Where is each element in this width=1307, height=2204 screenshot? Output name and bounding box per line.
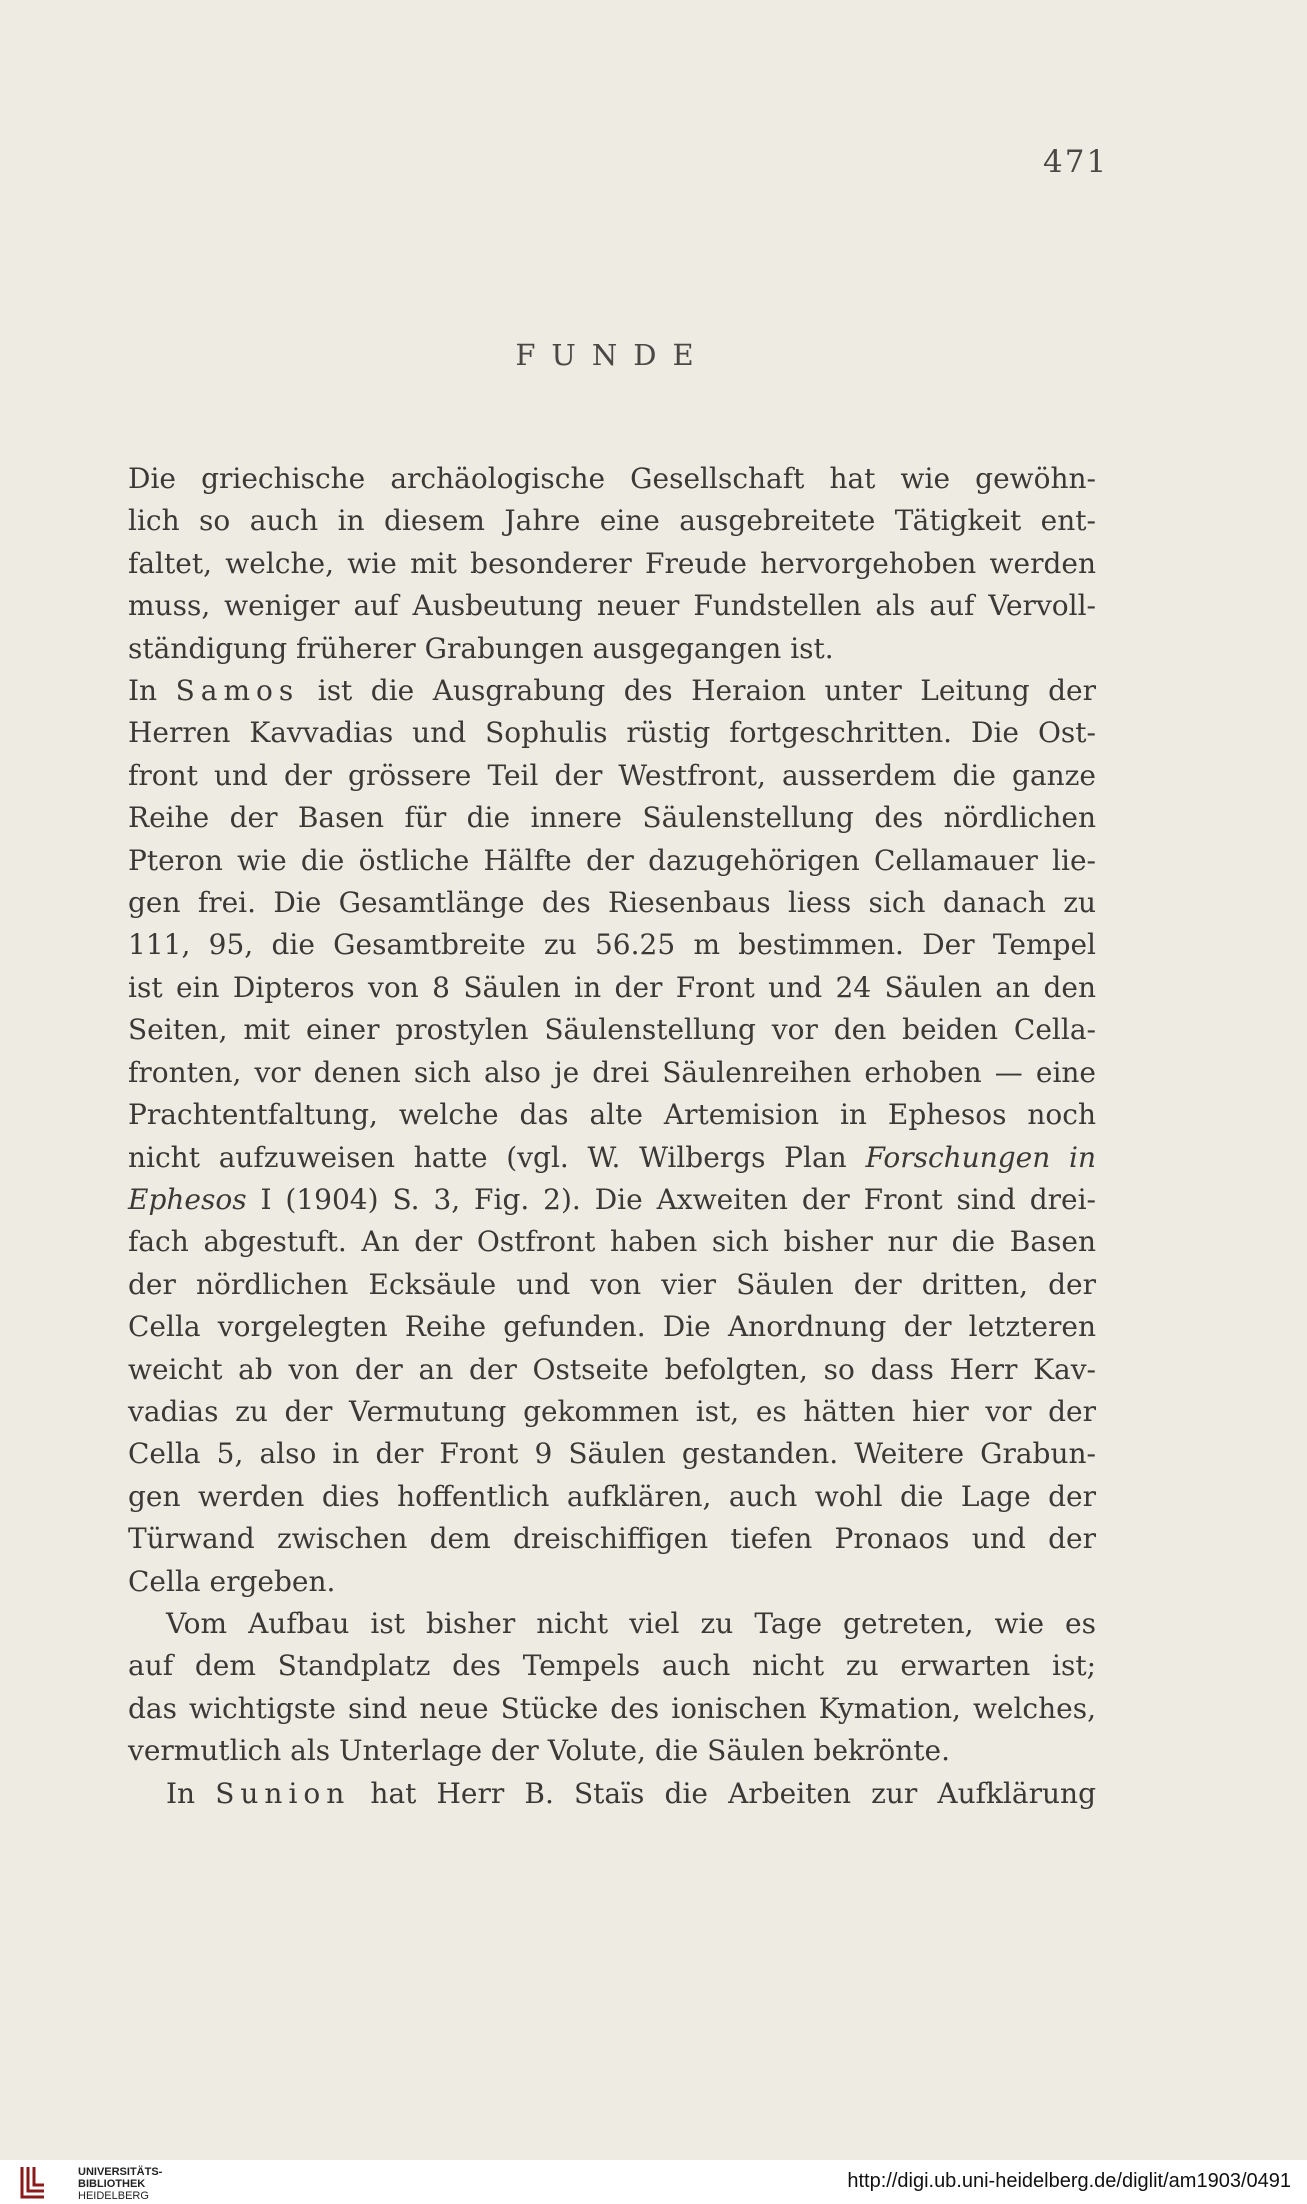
source-url-link[interactable]: http://digi.ub.uni-heidelberg.de/diglit/am1903/0491 xyxy=(847,2170,1291,2192)
text-line: weicht ab von der an der Ostseite befolgten, so dass Herr Kav- xyxy=(128,1352,1096,1386)
text-fragment: hat Herr B. Staïs die Arbeiten zur Aufklärung xyxy=(350,1776,1096,1810)
text-line xyxy=(128,1773,1096,1815)
text-line: vadias zu der Vermutung gekommen ist, es hätten hier vor der xyxy=(128,1394,1096,1428)
text-fragment: In xyxy=(166,1776,216,1810)
library-logo-icon xyxy=(14,2163,54,2203)
text-line: Cella 5, also in der Front 9 Säulen gestanden. Weitere Grabun- xyxy=(128,1437,1096,1471)
logo-line: HEIDELBERG xyxy=(78,2190,149,2202)
text-line: der nördlichen Ecksäule und von vier Säulen der dritten, der xyxy=(128,1267,1096,1301)
text-line: Herren Kavvadias und Sophulis rüstig fortgeschritten. Die Ost- xyxy=(128,716,1096,750)
text-line: das wichtigste sind neue Stücke des ionischen Kymation, welches, xyxy=(128,1691,1096,1725)
text-line: 111, 95, die Gesamtbreite zu 56.25 m bestimmen. Der Tempel xyxy=(128,928,1096,962)
text-line: faltet, welche, wie mit besonderer Freude hervorgehoben werden xyxy=(128,546,1096,580)
text-line: Cella vorgelegten Reihe gefunden. Die Anordnung der letzteren xyxy=(128,1310,1096,1344)
text-line xyxy=(128,1137,1096,1179)
text-line: lich so auch in diesem Jahre eine ausgebreitete Tätigkeit ent- xyxy=(128,504,1096,538)
text-fragment: ist die Ausgrabung des Heraion unter Leitung der xyxy=(299,674,1097,708)
section-heading: FUNDE xyxy=(515,338,710,372)
place-name-samos: Samos xyxy=(175,674,300,708)
text-line: fronten, vor denen sich also je drei Säulenreihen erhoben — eine xyxy=(128,1055,1096,1089)
text-line: fach abgestuft. An der Ostfront haben sich bisher nur die Basen xyxy=(128,1225,1096,1259)
logo-line: UNIVERSITÄTS- xyxy=(78,2166,163,2178)
text-line: Pteron wie die östliche Hälfte der dazugehörigen Cellamauer lie- xyxy=(128,843,1096,877)
text-line xyxy=(128,1179,1096,1221)
place-name-sunion: Sunion xyxy=(215,1776,351,1810)
body-text xyxy=(128,458,1096,1815)
text-line: Seiten, mit einer prostylen Säulenstellung vor den beiden Cella- xyxy=(128,1013,1096,1047)
library-logo-text xyxy=(78,2166,162,2202)
text-line: front und der grössere Teil der Westfront, ausserdem die ganze xyxy=(128,758,1096,792)
text-line: gen frei. Die Gesamtlänge des Riesenbaus liess sich danach zu xyxy=(128,886,1096,920)
text-line: vermutlich als Unterlage der Volute, die Säulen bekrönte. xyxy=(128,1734,951,1768)
logo-line: BIBLIOTHEK xyxy=(78,2178,146,2190)
text-line: Cella ergeben. xyxy=(128,1564,336,1598)
text-line xyxy=(128,670,1096,712)
text-line: Die griechische archäologische Gesellschaft hat wie gewöhn- xyxy=(128,462,1096,495)
text-line: Reihe der Basen für die innere Säulenstellung des nördlichen xyxy=(128,801,1096,835)
book-title-italic: Forschungen in xyxy=(865,1140,1096,1174)
text-line: ist ein Dipteros von 8 Säulen in der Front und 24 Säulen an den xyxy=(128,970,1096,1004)
text-fragment: nicht aufzuweisen hatte (vgl. W. Wilbergs Plan xyxy=(128,1140,866,1174)
page-number: 471 xyxy=(1043,144,1109,180)
book-title-italic: Ephesos xyxy=(128,1182,247,1216)
text-line: muss, weniger auf Ausbeutung neuer Fundstellen als auf Vervoll- xyxy=(128,589,1096,623)
text-line: Türwand zwischen dem dreischiffigen tiefen Pronaos und der xyxy=(128,1522,1096,1556)
text-line: gen werden dies hoffentlich aufklären, auch wohl die Lage der xyxy=(128,1479,1096,1513)
text-line: ständigung früherer Grabungen ausgegangen ist. xyxy=(128,631,834,665)
text-fragment: I (1904) S. 3, Fig. 2). Die Axweiten der Front sind drei- xyxy=(246,1182,1096,1216)
text-line: Vom Aufbau ist bisher nicht viel zu Tage getreten, wie es xyxy=(166,1606,1096,1640)
text-fragment: In xyxy=(128,674,176,708)
text-line: Prachtentfaltung, welche das alte Artemision in Ephesos noch xyxy=(128,1098,1096,1132)
text-line: auf dem Standplatz des Tempels auch nicht zu erwarten ist; xyxy=(128,1649,1096,1683)
